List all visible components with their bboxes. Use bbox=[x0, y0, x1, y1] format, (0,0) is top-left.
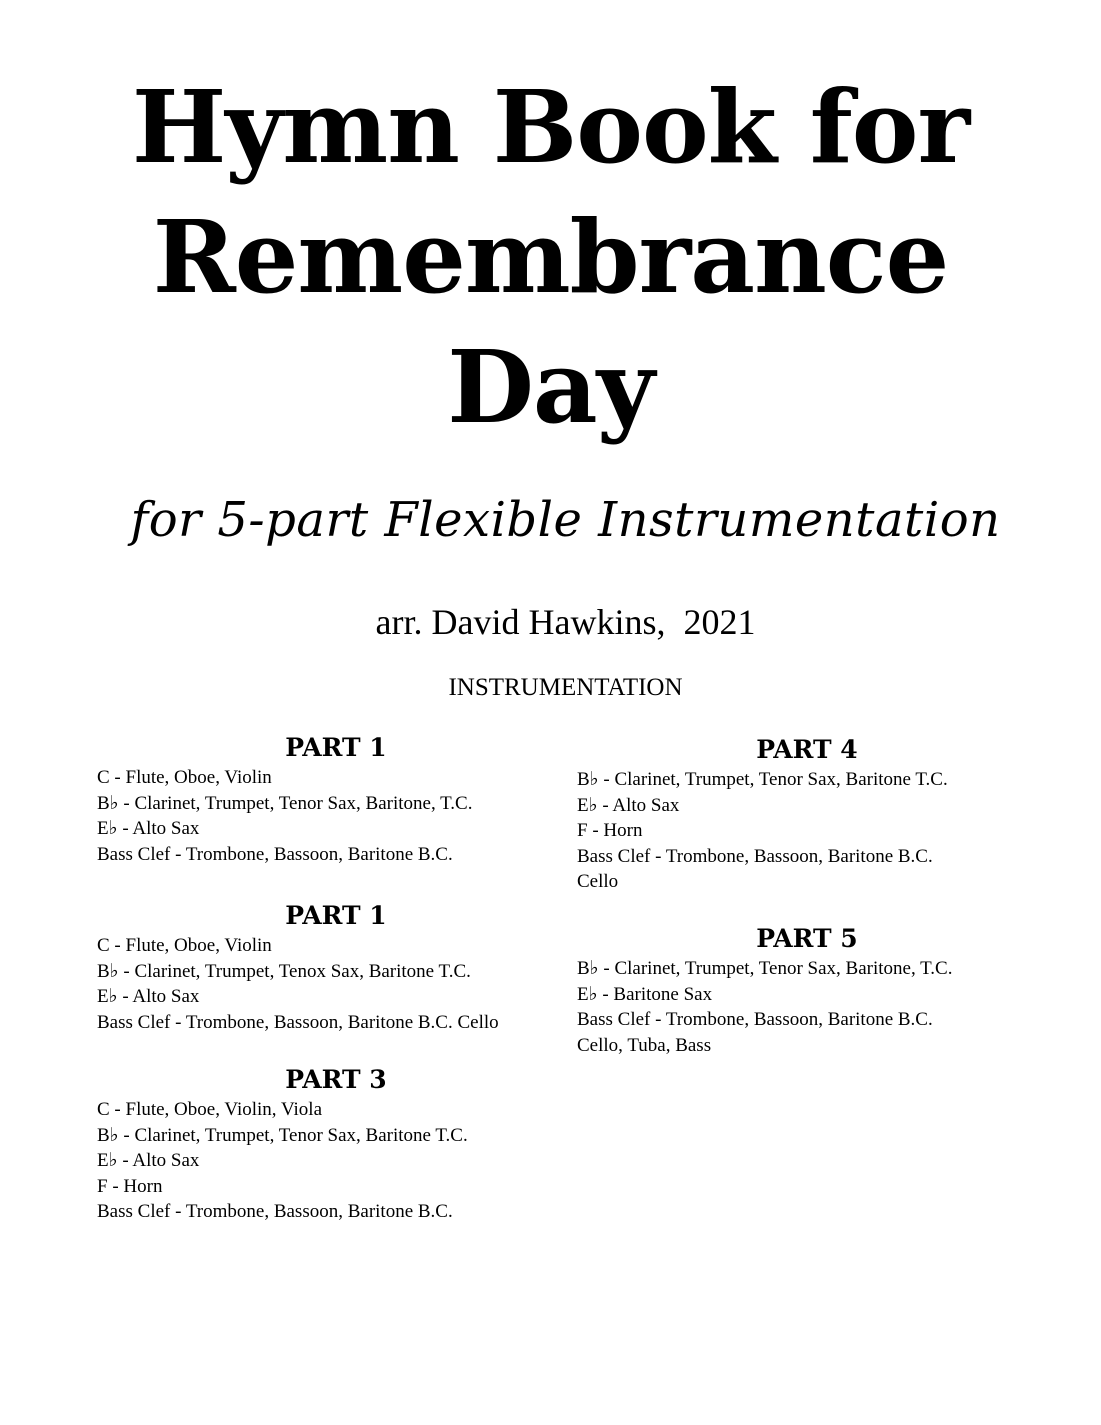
title-line-2: Remembrance bbox=[152, 198, 949, 316]
subtitle: for 5-part Flexible Instrumentation bbox=[130, 492, 1001, 548]
instrument-line: E♭ - Alto Sax bbox=[577, 794, 680, 816]
part-heading: PART 1 bbox=[285, 733, 387, 762]
arranger-credit: arr. David Hawkins, 2021 bbox=[375, 602, 756, 642]
instrument-line: Bass Clef - Trombone, Bassoon, Baritone B.C. bbox=[97, 1201, 453, 1222]
instrument-line: E♭ - Alto Sax bbox=[97, 1150, 200, 1171]
part-block-2 bbox=[97, 899, 575, 1035]
part-heading: PART 1 bbox=[285, 901, 387, 930]
instrument-line: C - Flute, Oboe, Violin bbox=[97, 767, 272, 788]
part-block-5 bbox=[577, 922, 1037, 1058]
part-block-4 bbox=[577, 733, 1037, 895]
instrument-line: F - Horn bbox=[97, 1175, 163, 1197]
part-heading: PART 5 bbox=[756, 924, 858, 953]
instrument-line: C - Flute, Oboe, Violin, Viola bbox=[97, 1099, 323, 1120]
part-block-3 bbox=[97, 1063, 575, 1225]
instrument-line: B♭ - Clarinet, Trumpet, Tenox Sax, Baritone T.C. bbox=[97, 960, 471, 982]
instrument-line: Bass Clef - Trombone, Bassoon, Baritone B.C. bbox=[97, 843, 453, 865]
instrument-line: B♭ - Clarinet, Trumpet, Tenor Sax, Baritone, T.C. bbox=[97, 792, 473, 814]
instrument-line: Cello bbox=[577, 871, 619, 892]
title-line-3: Day bbox=[447, 328, 654, 446]
instrument-line: E♭ - Alto Sax bbox=[97, 986, 200, 1007]
title-line-1: Hymn Book for bbox=[131, 68, 970, 186]
instrument-line: E♭ - Baritone Sax bbox=[577, 983, 713, 1005]
instrument-line: Bass Clef - Trombone, Bassoon, Baritone B.C. bbox=[577, 845, 933, 867]
instrument-line: F - Horn bbox=[577, 820, 643, 841]
instrument-line: Cello, Tuba, Bass bbox=[577, 1034, 712, 1056]
instrument-line: B♭ - Clarinet, Trumpet, Tenor Sax, Baritone T.C. bbox=[577, 769, 948, 790]
page-title bbox=[0, 62, 1101, 452]
part-heading: PART 3 bbox=[285, 1065, 387, 1094]
part-heading: PART 4 bbox=[756, 735, 858, 764]
instrument-line: E♭ - Alto Sax bbox=[97, 818, 200, 839]
instrument-line: Bass Clef - Trombone, Bassoon, Baritone B.C. Cello bbox=[97, 1011, 499, 1033]
instrument-line: Bass Clef - Trombone, Bassoon, Baritone B.C. bbox=[577, 1009, 933, 1030]
instrument-line: B♭ - Clarinet, Trumpet, Tenor Sax, Baritone, T.C. bbox=[577, 958, 953, 979]
part-block-1 bbox=[97, 731, 575, 867]
instrumentation-heading: INSTRUMENTATION bbox=[448, 674, 683, 701]
instrument-line: C - Flute, Oboe, Violin bbox=[97, 935, 272, 956]
instrument-line: B♭ - Clarinet, Trumpet, Tenor Sax, Baritone T.C. bbox=[97, 1124, 468, 1146]
